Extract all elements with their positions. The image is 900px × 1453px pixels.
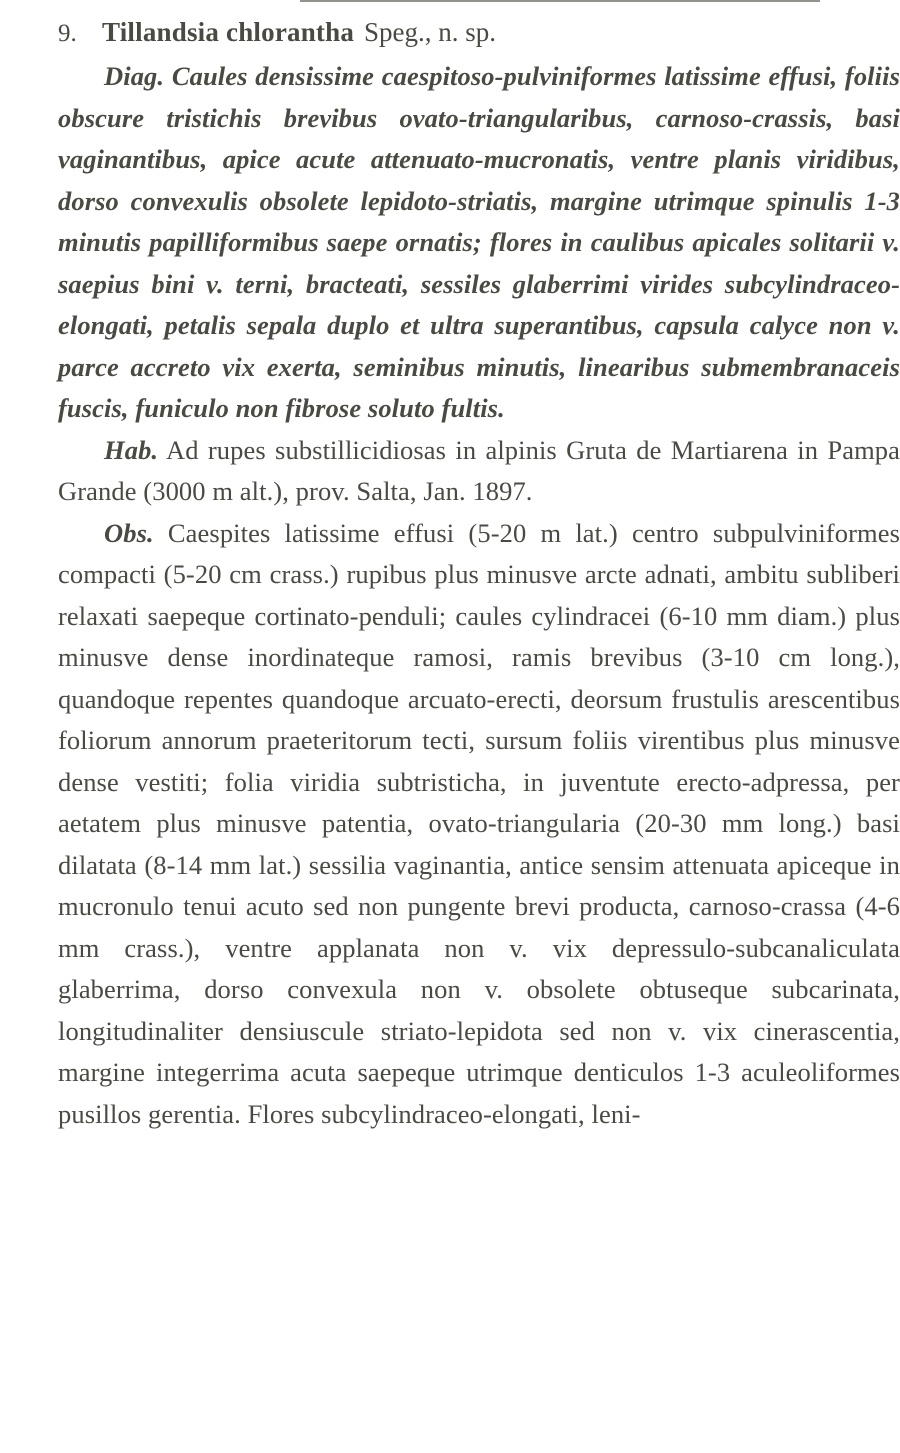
diagnosis-paragraph [58,56,900,430]
observation-paragraph [58,513,900,1136]
entry-number: 9. [58,20,77,47]
habitat-paragraph [58,430,900,513]
habitat-text: Ad rupes substillicidiosas in alpinis Gruta de Martiarena in Pampa Grande (3000 m alt.), prov. Salta, Jan. 1897. [58,434,900,506]
species-heading-text [102,14,496,50]
habitat-label: Hab. [104,434,159,465]
page-content [58,14,900,1135]
diagnosis-label: Diag. [104,61,165,91]
observation-label: Obs. [104,517,154,548]
observation-text: Caespites latissime effusi (5-20 m lat.) centro subpulviniformes compacti (5-20 cm crass.) rupibus plus minusve arcte adnati, ambitu subliberi relaxati saepeque cortinato-penduli; caules cylindracei (6-10 mm diam.) plus minusve dense inordinateque ramosi, ramis brevibus (3-10 cm long.), quandoque repentes quandoque arcuato-erecti, deorsum frustulis arescentibus foliorum annorum praeteritorum tecti, sursum foliis virentibus plus minusve dense vestiti; folia viridia subtristicha, in juventute erecto-adpressa, per aetatem plus minusve patentia, ovato-triangularia (20-30 mm long.) basi dilatata (8-14 mm lat.) sessilia vaginantia, antice sensim attenuata apiceque in mucronulo tenui acuto sed non pungente brevi producta, carnoso-crassa (4-6 mm crass.), ventre applanata non v. vix depressulo-subcanaliculata glaberrima, dorso convexula non v. obsolete obtuseque subcarinata, longitudinaliter densiuscule striato-lepidota sed non v. vix cinerascentia, margine integerrima acuta saepeque utrimque denticulos 1-3 aculeoliformes pusillos gerentia. Flores subcylindraceo-elongati, leni- [58,517,900,1129]
diagnosis-text: Caules densissime caespitoso-pulviniformes latissime effusi, foliis obscure tristichis brevibus ovato-triangularibus, carnoso-crassis, basi vaginantibus, apice acute attenuato-mucronatis, ventre planis viridibus, dorso convexulis obsolete lepidoto-striatis, margine utrimque spinulis 1-3 minutis papilliformibus saepe ornatis; flores in caulibus apicales solitarii v. saepius bini v. terni, bracteati, sessiles glaberrimi virides subcylindraceo-elongati, petalis sepala duplo et ultra superantibus, capsula calyce non v. parce accreto vix exerta, seminibus minutis, linearibus submembranaceis fuscis, funiculo non fibrose soluto fultis. [58,61,900,423]
species-name: Tillandsia chlorantha [102,17,355,47]
species-authority: Speg., n. sp. [364,17,497,47]
page-top-rule [300,0,820,2]
species-heading [58,14,900,52]
